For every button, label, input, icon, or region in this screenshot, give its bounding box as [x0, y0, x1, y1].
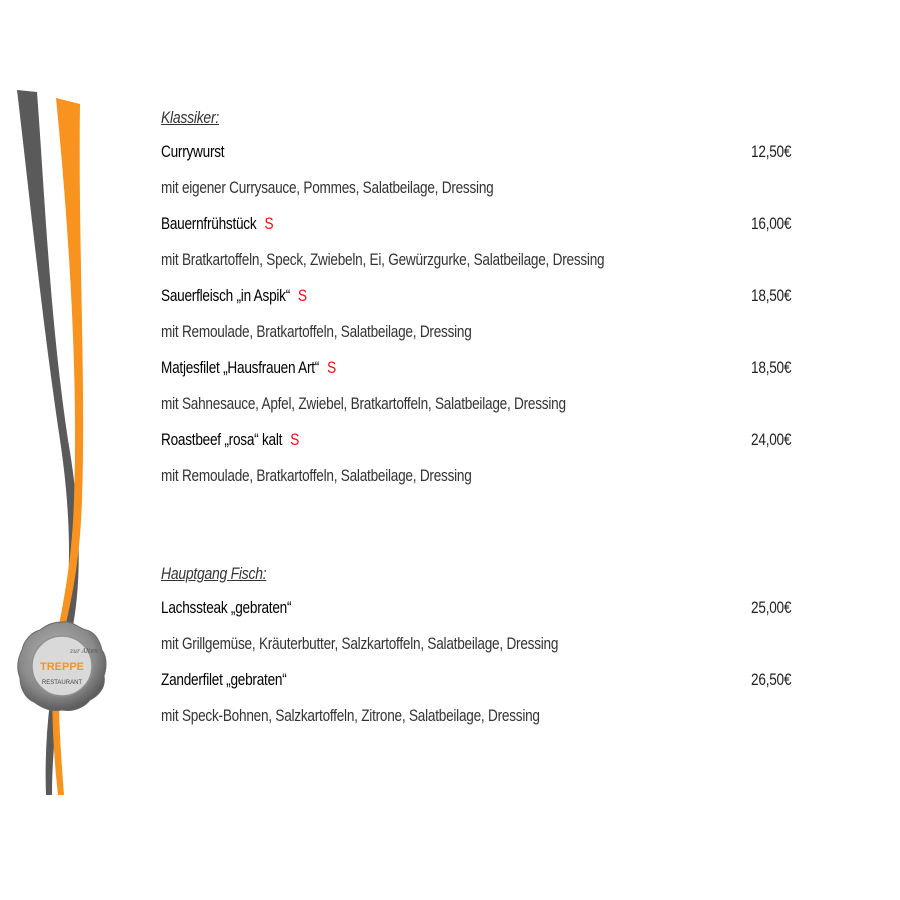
menu-section-klassiker: [161, 108, 791, 494]
logo-subtitle: RESTAURANT: [41, 680, 83, 686]
dish-price: 24,00€: [750, 430, 791, 449]
dish-row: [161, 206, 791, 242]
dish-name: Lachssteak „gebraten“: [161, 598, 292, 617]
flag-marker: S: [264, 214, 274, 233]
dish-row: [161, 662, 791, 698]
flag-marker: S: [327, 358, 336, 377]
dish-price: 18,50€: [750, 358, 791, 377]
section-title: Klassiker:: [161, 108, 219, 127]
dish-name: Sauerfleisch „in Aspik“ S: [161, 286, 307, 305]
dish-description: mit Bratkartoffeln, Speck, Zwiebeln, Ei, Gewürzgurke, Salatbeilage, Dressing: [161, 250, 605, 269]
dish-price: 16,00€: [750, 214, 791, 233]
dish-row: [161, 134, 791, 170]
dish-name: Currywurst: [161, 142, 225, 161]
dish-row: [161, 350, 791, 386]
dish-description: mit Speck-Bohnen, Salzkartoffeln, Zitrone, Salatbeilage, Dressing: [161, 706, 540, 725]
flag-marker: S: [290, 430, 300, 449]
dish-name: Bauernfrühstück S: [161, 214, 274, 233]
dish-price: 18,50€: [750, 286, 791, 305]
dish-row: [161, 590, 791, 626]
dish-name: Zanderfilet „gebraten“: [161, 670, 287, 689]
section-title: Hauptgang Fisch:: [161, 564, 267, 583]
menu-list: [161, 108, 791, 734]
dish-row: [161, 278, 791, 314]
dish-row: [161, 422, 791, 458]
dish-description: mit eigener Currysauce, Pommes, Salatbeilage, Dressing: [161, 178, 494, 197]
dish-name: Matjesfilet „Hausfrauen Art“ S: [161, 358, 336, 377]
dish-price: 26,50€: [750, 670, 791, 689]
dish-description: mit Remoulade, Bratkartoffeln, Salatbeilage, Dressing: [161, 322, 472, 341]
dish-name: Roastbeef „rosa“ kalt S: [161, 430, 300, 449]
dish-description: mit Sahnesauce, Apfel, Zwiebel, Bratkartoffeln, Salatbeilage, Dressing: [161, 394, 566, 413]
flag-marker: S: [298, 286, 307, 305]
dish-description: mit Remoulade, Bratkartoffeln, Salatbeilage, Dressing: [161, 466, 472, 485]
dish-price: 12,50€: [750, 142, 791, 161]
logo-small-text: zur Alten: [70, 648, 98, 655]
restaurant-logo: [14, 618, 110, 714]
logo-name: TREPPE: [39, 661, 85, 673]
dish-description: mit Grillgemüse, Kräuterbutter, Salzkartoffeln, Salatbeilage, Dressing: [161, 634, 559, 653]
section-gap: [161, 494, 791, 564]
decorative-ribbons: [0, 0, 120, 900]
menu-section-fisch: [161, 564, 791, 734]
dish-price: 25,00€: [750, 598, 791, 617]
